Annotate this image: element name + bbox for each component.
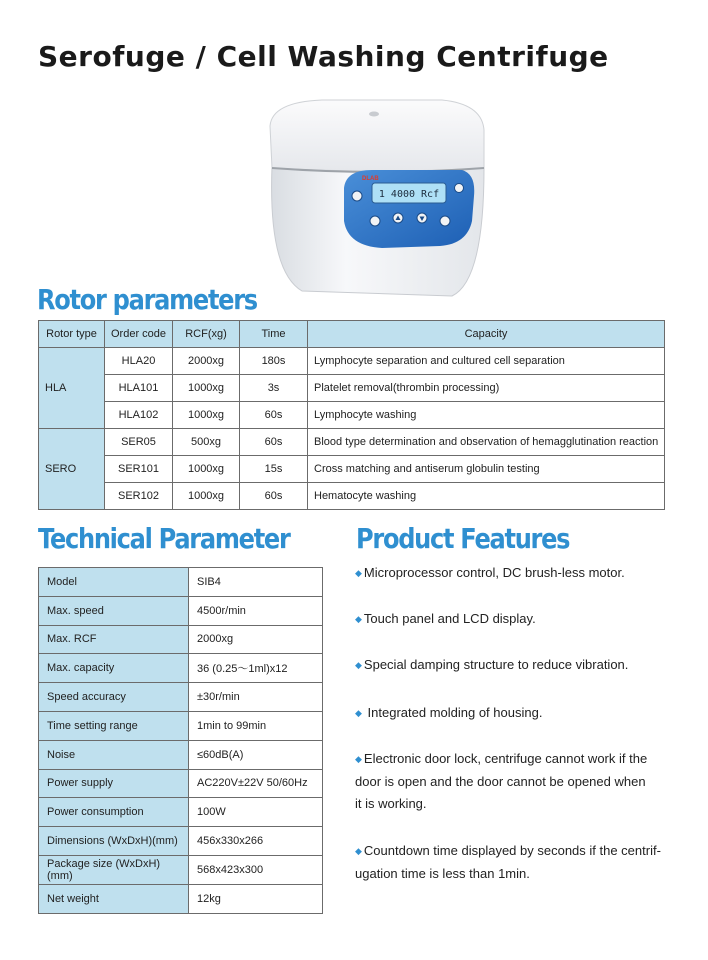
time-cell: 60s bbox=[240, 402, 308, 429]
param-value: 2000xg bbox=[189, 625, 323, 654]
param-label: Package size (WxDxH)(mm) bbox=[39, 855, 189, 884]
table-row bbox=[39, 625, 323, 654]
rcf-cell: 500xg bbox=[173, 429, 240, 456]
table-row bbox=[39, 884, 323, 913]
param-label: Noise bbox=[39, 740, 189, 769]
rotor-parameters-heading: Rotor parameters bbox=[37, 283, 257, 316]
diamond-bullet-icon: ◆ bbox=[355, 660, 362, 670]
param-label: Max. RCF bbox=[39, 625, 189, 654]
capacity-cell: Lymphocyte separation and cultured cell separation bbox=[308, 348, 665, 375]
list-item: ◆ Special damping structure to reduce vibration. bbox=[355, 657, 629, 672]
set-button-icon bbox=[370, 216, 380, 226]
param-value: 100W bbox=[189, 798, 323, 827]
list-item: ◆ Countdown time displayed by seconds if the centrif- ugation time is less than 1min. bbox=[355, 843, 661, 881]
col-capacity: Capacity bbox=[308, 321, 665, 348]
open-button-icon bbox=[440, 216, 450, 226]
time-cell: 3s bbox=[240, 375, 308, 402]
param-label: Speed accuracy bbox=[39, 683, 189, 712]
table-row bbox=[39, 654, 323, 683]
param-value: 4500r/min bbox=[189, 596, 323, 625]
lcd-readout: 1 4000 Rcf bbox=[378, 189, 440, 200]
list-item: ◆ Microprocessor control, DC brush-less motor. bbox=[355, 565, 625, 580]
start-button-icon bbox=[352, 191, 362, 201]
capacity-cell: Blood type determination and observation of hemagglutination reaction bbox=[308, 429, 665, 456]
table-row bbox=[39, 798, 323, 827]
rcf-cell: 1000xg bbox=[173, 402, 240, 429]
param-label: Dimensions (WxDxH)(mm) bbox=[39, 827, 189, 856]
param-value: ±30r/min bbox=[189, 683, 323, 712]
rotor-parameters-table bbox=[38, 320, 665, 510]
capacity-cell: Cross matching and antiserum globulin testing bbox=[308, 456, 665, 483]
time-cell: 60s bbox=[240, 429, 308, 456]
page-title: Serofuge / Cell Washing Centrifuge bbox=[38, 40, 609, 73]
rotor-type-cell: SERO bbox=[39, 429, 105, 510]
param-label: Time setting range bbox=[39, 711, 189, 740]
table-row bbox=[39, 711, 323, 740]
rcf-cell: 1000xg bbox=[173, 483, 240, 510]
list-item: ◆ Touch panel and LCD display. bbox=[355, 611, 536, 626]
capacity-cell: Hematocyte washing bbox=[308, 483, 665, 510]
table-row bbox=[39, 827, 323, 856]
diamond-bullet-icon: ◆ bbox=[355, 614, 362, 624]
order-code-cell: HLA102 bbox=[105, 402, 173, 429]
param-label: Net weight bbox=[39, 884, 189, 913]
rcf-cell: 1000xg bbox=[173, 456, 240, 483]
time-cell: 15s bbox=[240, 456, 308, 483]
order-code-cell: HLA20 bbox=[105, 348, 173, 375]
param-label: Power consumption bbox=[39, 798, 189, 827]
param-label: Model bbox=[39, 568, 189, 597]
table-row bbox=[39, 483, 665, 510]
table-row bbox=[39, 740, 323, 769]
capacity-cell: Platelet removal(thrombin processing) bbox=[308, 375, 665, 402]
param-value: 12kg bbox=[189, 884, 323, 913]
col-rcf: RCF(xg) bbox=[173, 321, 240, 348]
rcf-cell: 1000xg bbox=[173, 375, 240, 402]
table-row bbox=[39, 769, 323, 798]
table-row bbox=[39, 568, 323, 597]
list-item: ◆ Electronic door lock, centrifuge cannot work if the door is open and the door cannot be opened when it is working. bbox=[355, 751, 648, 811]
table-row bbox=[39, 456, 665, 483]
diamond-bullet-icon: ◆ bbox=[355, 846, 362, 856]
product-features-heading: Product Features bbox=[356, 522, 570, 555]
table-row bbox=[39, 429, 665, 456]
brand-logo: DLAB bbox=[362, 176, 379, 182]
time-cell: 180s bbox=[240, 348, 308, 375]
param-label: Max. speed bbox=[39, 596, 189, 625]
time-cell: 60s bbox=[240, 483, 308, 510]
capacity-cell: Lymphocyte washing bbox=[308, 402, 665, 429]
param-value: AC220V±22V 50/60Hz bbox=[189, 769, 323, 798]
technical-parameter-heading: Technical Parameter bbox=[38, 522, 290, 555]
col-order-code: Order code bbox=[105, 321, 173, 348]
param-value: SIB4 bbox=[189, 568, 323, 597]
param-value: 36 (0.25～1ml)x12 bbox=[189, 654, 323, 683]
rotor-type-cell: HLA bbox=[39, 348, 105, 429]
centrifuge-image bbox=[262, 96, 492, 306]
order-code-cell: SER101 bbox=[105, 456, 173, 483]
diamond-bullet-icon: ◆ bbox=[355, 754, 362, 764]
table-row bbox=[39, 348, 665, 375]
order-code-cell: SER05 bbox=[105, 429, 173, 456]
param-label: Power supply bbox=[39, 769, 189, 798]
list-item: ◆ Integrated molding of housing. bbox=[355, 705, 543, 720]
order-code-cell: HLA101 bbox=[105, 375, 173, 402]
table-header-row bbox=[39, 321, 665, 348]
param-value: 456x330x266 bbox=[189, 827, 323, 856]
table-row bbox=[39, 683, 323, 712]
table-row bbox=[39, 402, 665, 429]
param-label: Max. capacity bbox=[39, 654, 189, 683]
technical-parameter-table bbox=[38, 567, 323, 914]
table-row bbox=[39, 855, 323, 884]
col-time: Time bbox=[240, 321, 308, 348]
order-code-cell: SER102 bbox=[105, 483, 173, 510]
param-value: 568x423x300 bbox=[189, 855, 323, 884]
table-row bbox=[39, 596, 323, 625]
param-value: 1min to 99min bbox=[189, 711, 323, 740]
table-row bbox=[39, 375, 665, 402]
diamond-bullet-icon: ◆ bbox=[355, 568, 362, 578]
col-rotor-type: Rotor type bbox=[39, 321, 105, 348]
rcf-cell: 2000xg bbox=[173, 348, 240, 375]
stop-button-icon bbox=[455, 184, 464, 193]
param-value: ≤60dB(A) bbox=[189, 740, 323, 769]
diamond-bullet-icon: ◆ bbox=[355, 708, 362, 718]
